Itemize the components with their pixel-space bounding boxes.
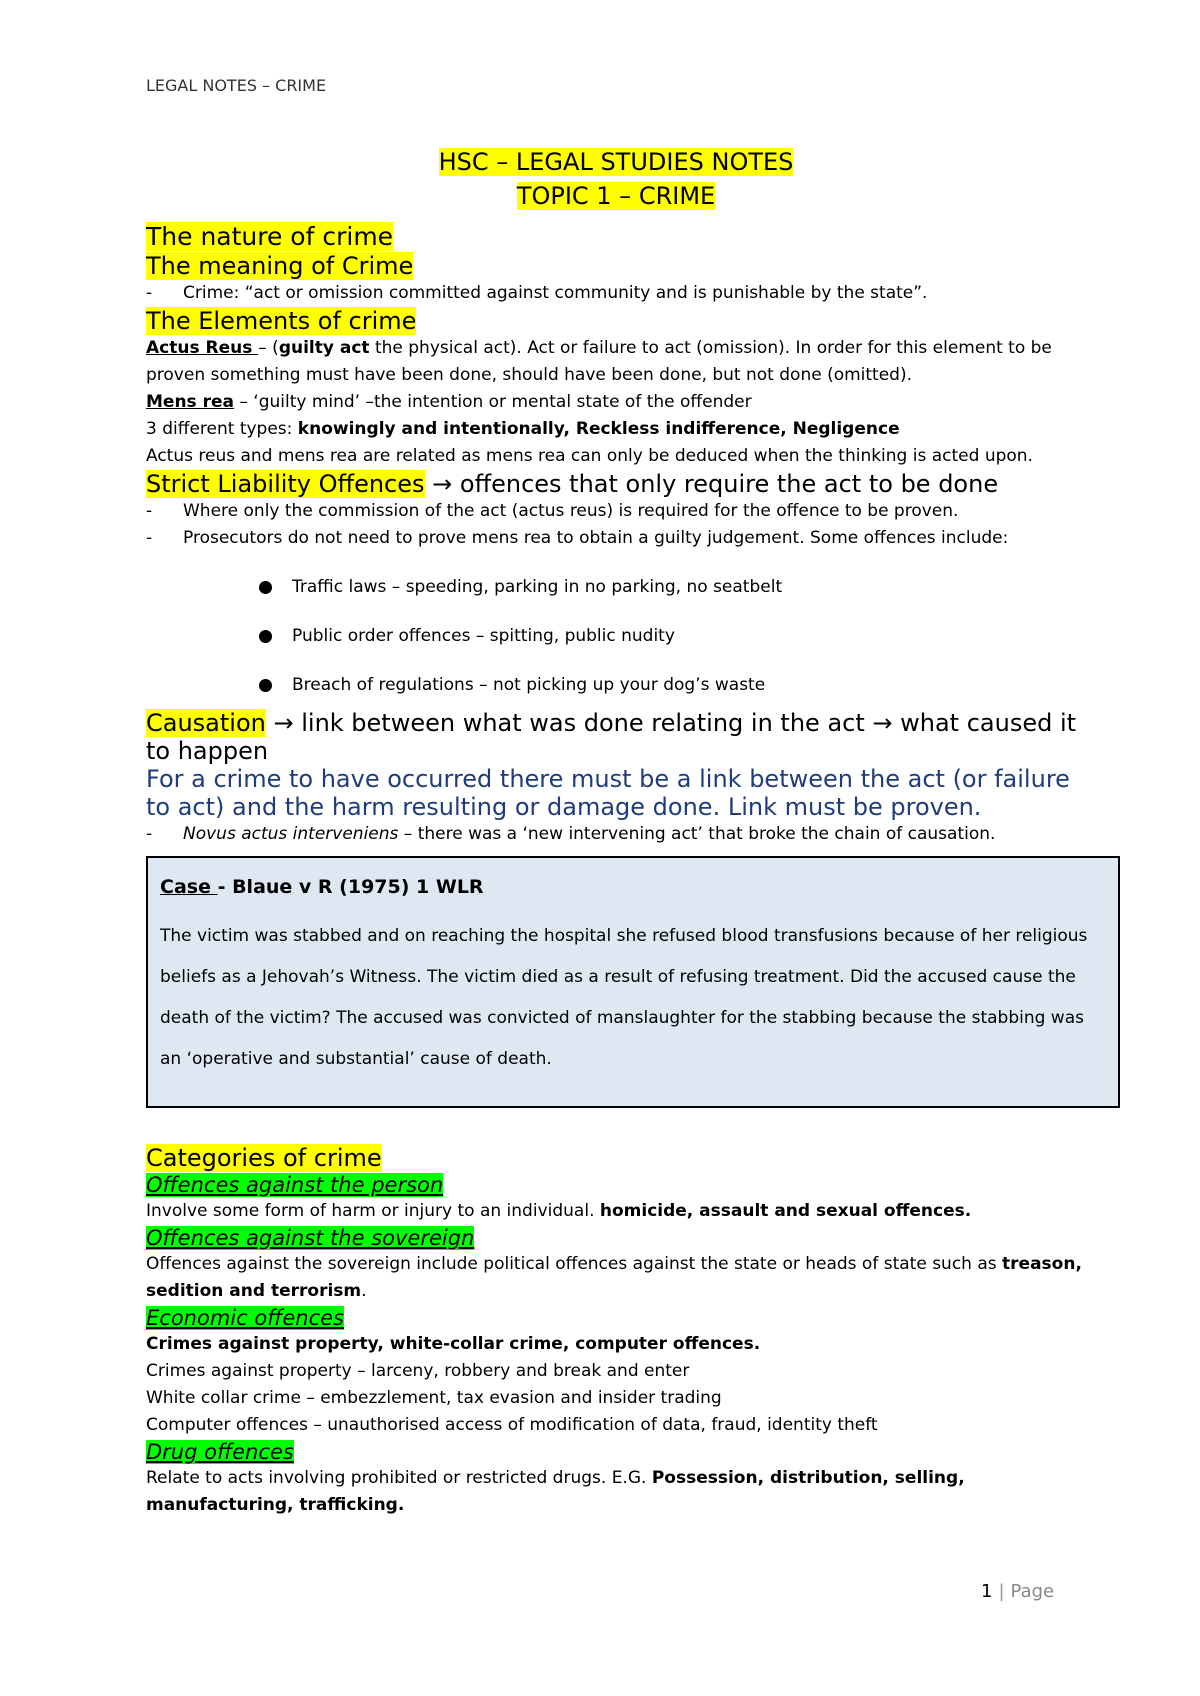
page-number: 1 [981, 1581, 993, 1602]
heading-person-text: Offences against the person [146, 1173, 444, 1197]
paragraph-economic-line: Crimes against property – larceny, robbery and break and enter [146, 1361, 690, 1381]
actus-bold: guilty act [278, 338, 370, 358]
spacer [146, 1108, 1086, 1144]
heading-nature-of-crime [146, 221, 1086, 252]
heading-drug-text: Drug offences [146, 1440, 294, 1464]
title-line2-text: TOPIC 1 – CRIME [516, 182, 716, 210]
case-box [146, 856, 1120, 1108]
dash-marker: - [146, 824, 153, 844]
term-actus-reus: Actus Reus [146, 338, 259, 358]
bullet-dot-icon [259, 679, 272, 692]
document-content [146, 145, 1086, 1519]
paragraph-drug [146, 1465, 1086, 1519]
strict-item1-text: Where only the commission of the act (actus reus) is required for the offence to be proven. [183, 501, 959, 521]
actus-rest: the physical act). Act or failure to act (omission). In order for this element to be proven something must have been done, should have been done, but not done (omitted). [146, 338, 1052, 385]
heading-strict-liability [146, 470, 1086, 498]
bullet-dot-icon [259, 630, 272, 643]
paragraph-relation: Actus reus and mens rea are related as mens rea can only be deduced when the thinking is acted upon. [146, 446, 1033, 466]
footer-page-label: Page [1010, 1581, 1055, 1602]
heading-causation-rest: → link between what was done relating in the act → what caused it to happen [146, 709, 1077, 765]
case-body: The victim was stabbed and on reaching the hospital she refused blood transfusions because of her religious beliefs as a Jehovah’s Witness. The victim died as a result of refusing treatment. Did the accused cause the death of the victim? The accused was convicted of manslaughter for the stabbing because the stabbing was an ‘operative and substantial’ cause of death. [160, 926, 1088, 1069]
list-item-novus-actus [146, 821, 1086, 848]
paragraph-mens-rea [146, 389, 1086, 416]
list-item-crime-definition [146, 280, 1086, 307]
economic-bold: Crimes against property, white-collar crime, computer offences. [146, 1334, 761, 1354]
paragraph-sovereign [146, 1251, 1086, 1305]
heading-sovereign-text: Offences against the sovereign [146, 1226, 475, 1250]
sovereign-end: . [361, 1281, 367, 1301]
sovereign-text: Offences against the sovereign include political offences against the state or heads of state such as [146, 1254, 1003, 1274]
novus-italic: Novus actus interveniens [183, 824, 399, 844]
bullet-text: Breach of regulations – not picking up your dog’s waste [292, 675, 766, 695]
heading-offences-person [146, 1172, 1086, 1198]
heading-strict-text: Strict Liability Offences [146, 470, 425, 498]
heading-economic-text: Economic offences [146, 1306, 344, 1330]
heading-nature-text: The nature of crime [146, 222, 394, 251]
heading-causation-text: Causation [146, 709, 266, 737]
heading-strict-rest: → offences that only require the act to be done [424, 470, 999, 498]
types-bold: knowingly and intentionally, Reckless indifference, Negligence [297, 419, 900, 439]
heading-meaning-text: The meaning of Crime [146, 252, 414, 280]
drug-bold: Possession, distribution, selling, manufacturing, trafficking. [146, 1468, 965, 1515]
sovereign-bold: treason, sedition and terrorism [146, 1254, 1082, 1301]
drug-text: Relate to acts involving prohibited or restricted drugs. E.G. [146, 1468, 652, 1488]
heading-elements-of-crime [146, 307, 1086, 335]
paragraph-economic-line: Computer offences – unauthorised access of modification of data, fraud, identity theft [146, 1415, 878, 1435]
paragraph-economic-line: White collar crime – embezzlement, tax evasion and insider trading [146, 1388, 722, 1408]
bullet-dot-icon [259, 581, 272, 594]
dash-marker: - [146, 283, 153, 303]
causation-explanation: For a crime to have occurred there must be a link between the act (or failure to act) and the harm resulting or damage done. Link must be proven. [146, 765, 1070, 821]
page-footer [981, 1581, 1054, 1602]
case-label: Case [160, 876, 218, 898]
heading-drug-offences [146, 1439, 1086, 1465]
heading-offences-sovereign [146, 1225, 1086, 1251]
document-title-line1 [146, 145, 1086, 179]
paragraph-types [146, 416, 1086, 443]
person-bold: homicide, assault and sexual offences. [599, 1201, 972, 1221]
bullet-item [146, 574, 1086, 601]
heading-meaning-of-crime [146, 252, 1086, 280]
types-lead: 3 different types: [146, 419, 298, 439]
list-item-strict-1 [146, 498, 1086, 525]
case-title [160, 874, 1106, 900]
heading-causation [146, 709, 1086, 765]
document-title-line2 [146, 179, 1086, 213]
bullet-item [146, 623, 1086, 650]
crime-definition-text: Crime: “act or omission committed against community and is punishable by the state”. [183, 283, 928, 303]
heading-categories [146, 1144, 1086, 1172]
bullet-text: Public order offences – spitting, public nudity [292, 626, 675, 646]
strict-item2-text: Prosecutors do not need to prove mens rea to obtain a guilty judgement. Some offences include: [183, 528, 1009, 548]
paragraph-actus-reus [146, 335, 1086, 389]
mens-rest: – ‘guilty mind’ –the intention or mental state of the offender [233, 392, 752, 412]
running-header: LEGAL NOTES – CRIME [146, 76, 327, 95]
heading-categories-text: Categories of crime [146, 1144, 382, 1172]
term-mens-rea: Mens rea [146, 392, 234, 412]
heading-economic-offences [146, 1305, 1086, 1331]
dash-marker: - [146, 528, 153, 548]
case-title-rest: - Blaue v R (1975) 1 WLR [217, 876, 484, 898]
bullet-text: Traffic laws – speeding, parking in no parking, no seatbelt [292, 577, 783, 597]
novus-rest: – there was a ‘new intervening act’ that broke the chain of causation. [398, 824, 996, 844]
footer-separator: | [998, 1581, 1005, 1602]
paragraph-economic-bold [146, 1331, 1086, 1358]
dash-marker: - [146, 501, 153, 521]
bullet-item [146, 672, 1086, 699]
list-item-strict-2 [146, 525, 1086, 552]
heading-elements-text: The Elements of crime [146, 307, 417, 335]
title-line1-text: HSC – LEGAL STUDIES NOTES [438, 148, 794, 176]
actus-dash: – ( [258, 338, 279, 358]
person-text: Involve some form of harm or injury to an individual. [146, 1201, 600, 1221]
paragraph-person [146, 1198, 1086, 1225]
